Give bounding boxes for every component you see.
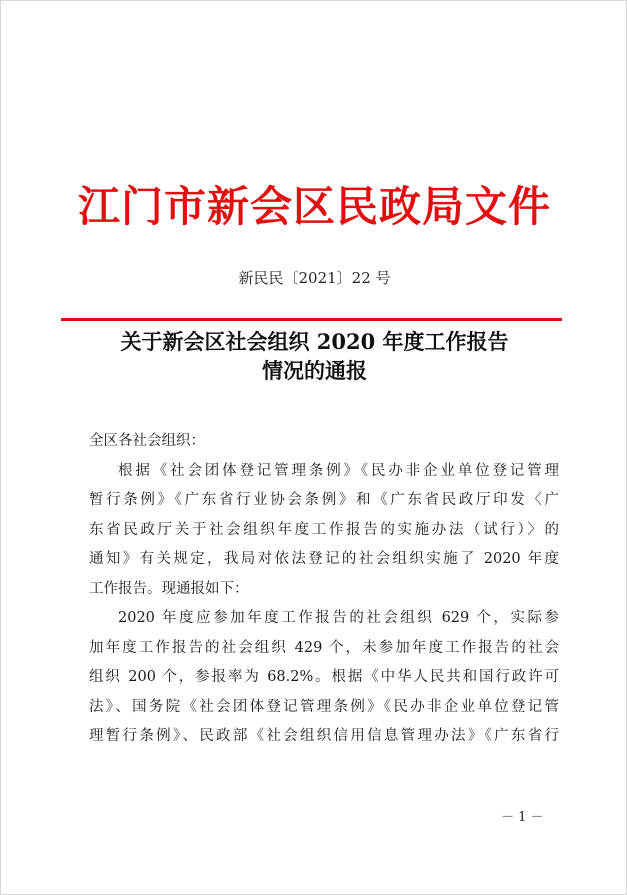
red-divider-rule	[61, 318, 562, 321]
paragraph-1-line-5: 工作报告。现通报如下：	[89, 580, 249, 597]
paragraph-1-line-2: 暂行条例》《广东省行业协会条例》和《广东省民政厅印发〈广	[89, 492, 559, 508]
paragraph-2-line-1: 2020 年度应参加年度工作报告的社会组织 629 个，实际参	[118, 610, 559, 626]
paragraph-1-line-4: 通知》有关规定，我局对依法登记的社会组织实施了 2020 年度	[89, 551, 559, 567]
paragraph-2-line-5: 理暂行条例》、民政部《社会组织信用信息管理办法》《广东省行	[89, 728, 559, 744]
document-body	[89, 427, 559, 752]
agency-header-title: 江门市新会区民政局文件	[77, 182, 551, 231]
page-number: － 1 －	[501, 810, 544, 825]
salutation: 全区各社会组织：	[89, 433, 205, 449]
document-title-line-1: 关于新会区社会组织 2020 年度工作报告	[120, 329, 509, 354]
paragraph-2-line-2: 加年度工作报告的社会组织 429 个，未参加年度工作报告的社会	[89, 639, 559, 656]
document-title-line-2: 情况的通报	[262, 358, 367, 383]
paragraph-1-line-1: 根据《社会团体登记管理条例》《民办非企业单位登记管理	[118, 462, 559, 479]
paragraph-2-line-4: 法》、国务院《社会团体登记管理条例》《民办非企业单位登记管	[89, 698, 559, 715]
paragraph-1-line-3: 东省民政厅关于社会组织年度工作报告的实施办法（试行）〉的	[89, 521, 559, 538]
paragraph-2-line-3: 组织 200 个，参报率为 68.2%。根据《中华人民共和国行政许可	[89, 669, 559, 685]
document-title	[1, 327, 627, 385]
document-number: 新民民〔2021〕22 号	[238, 269, 391, 287]
